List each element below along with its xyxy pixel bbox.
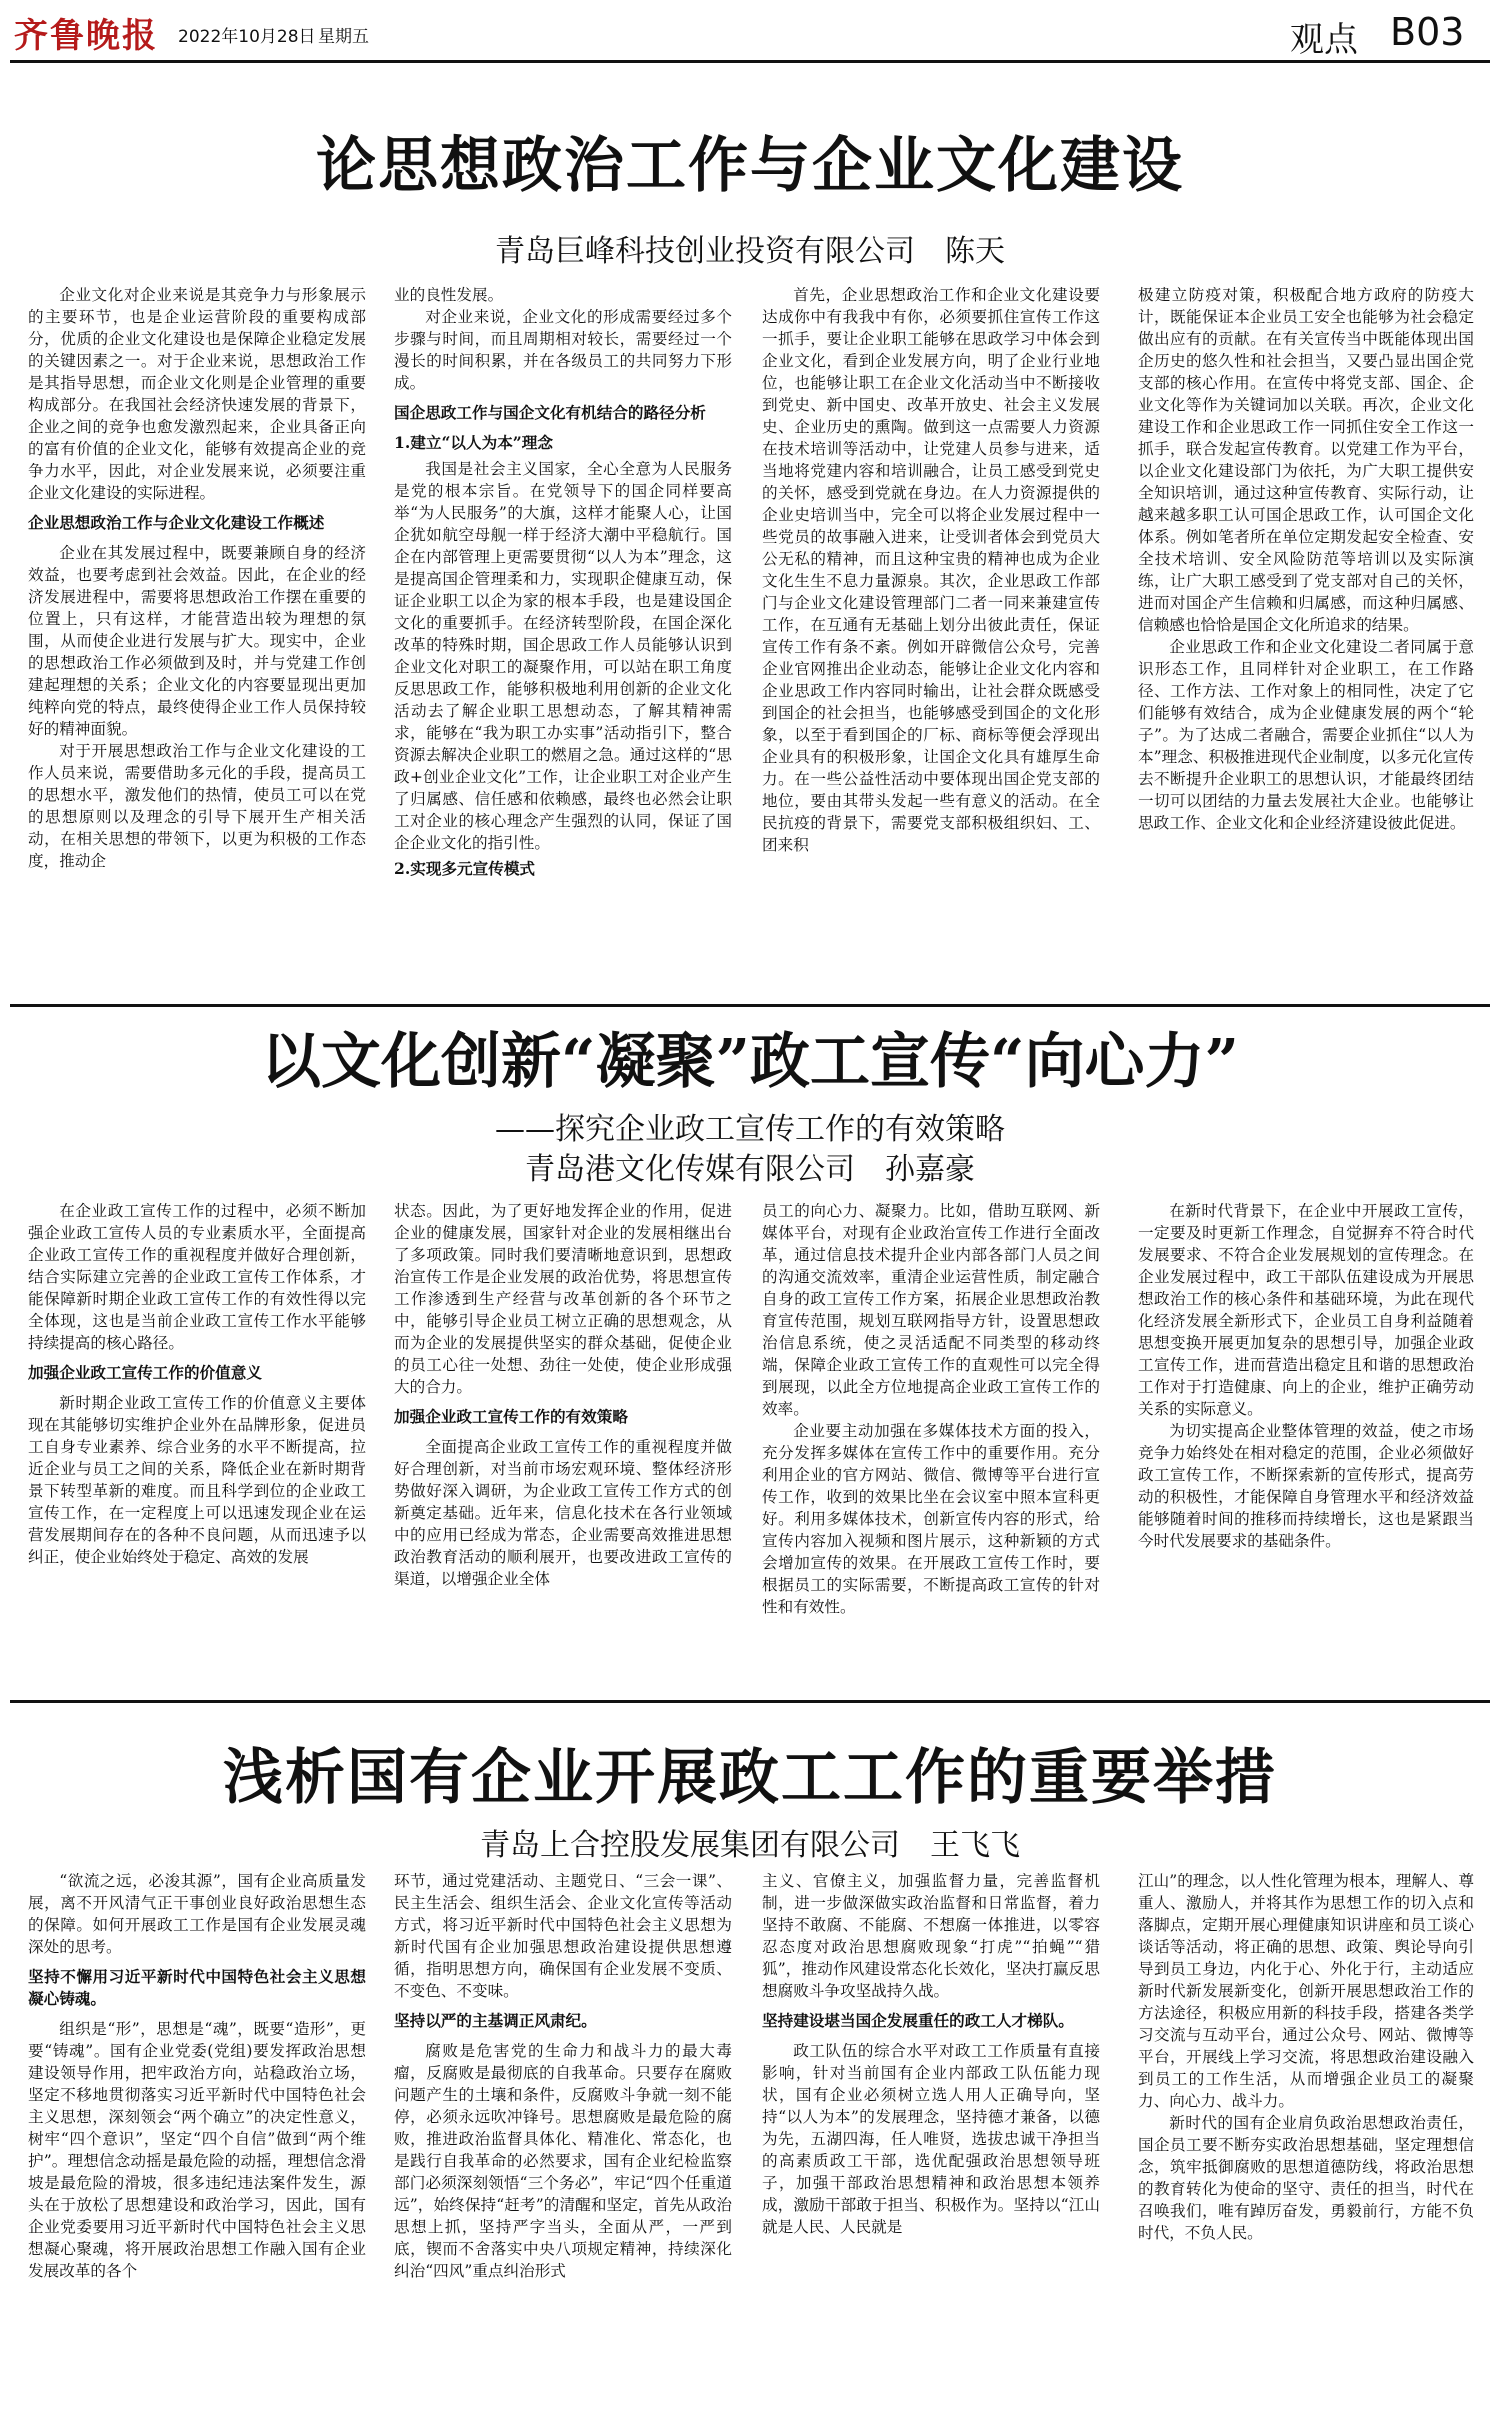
article1-column-2 xyxy=(394,284,732,984)
article2-title: 以文化创新“凝聚”政工宣传“向心力” xyxy=(260,1027,1240,1097)
article2-column-1 xyxy=(28,1200,366,1680)
body-paragraph: 企业在其发展过程中，既要兼顾自身的经济效益，也要考虑到社会效益。因此，在企业的经济发展进程中，需要将思想政治工作摆在重要的位置上，只有这样，才能营造出较为理想的氛围，从而使企业进行发展与扩大。现实中，企业的思想政治工作必须做到及时，并与党建工作创建起理想的关系；企业文化的内容要显现出更加纯粹向党的特点，最终使得企业工作人员保持较好的精神面貌。 xyxy=(28,544,366,738)
body-paragraph: 环节，通过党建活动、主题党日、“三会一课”、民主生活会、组织生活会、企业文化宣传等活动方式，将习近平新时代中国特色社会主义思想为新时代国有企业加强思想政治建设提供思想遵循，指明思想方向，确保国有企业发展不变质、不变色、不变味。 xyxy=(394,1872,732,2000)
article3-column-2 xyxy=(394,1870,732,2400)
article2-column-2 xyxy=(394,1200,732,1680)
body-paragraph: 在新时代背景下，在企业中开展政工宣传，一定要及时更新工作理念，自觉摒弃不符合时代发展要求、不符合企业发展规划的宣传理念。在企业发展过程中，政工干部队伍建设成为开展思想政治工作的核心条件和基础环境，为此在现代化经济发展全新形式下，企业员工自身利益随着思想变换开展更加复杂的思想引导，加强企业政工宣传工作，进而营造出稳定且和谐的思想政治工作对于打造健康、向上的企业，维护正确劳动关系的实际意义。 xyxy=(1138,1202,1474,1418)
body-paragraph: 在企业政工宣传工作的过程中，必须不断加强企业政工宣传人员的专业素质水平，全面提高企业政工宣传工作的重视程度并做好合理创新，结合实际建立完善的企业政工宣传工作体系，才能保障新时期企业政工宣传工作的有效性得以完全体现，这也是当前企业政工宣传工作水平能够持续提高的核心路径。 xyxy=(28,1202,366,1352)
body-paragraph: 企业要主动加强在多媒体技术方面的投入，充分发挥多媒体在宣传工作中的重要作用。充分利用企业的官方网站、微信、微博等平台进行宣传工作，收到的效果比坐在会议室中照本宣科更好。利用多媒体技术，创新宣传内容的形式，给宣传内容加入视频和图片展示，这种新颖的方式会增加宣传的效果。在开展政工宣传工作时，要根据员工的实际需要，不断提高政工宣传的针对性和有效性。 xyxy=(762,1422,1100,1616)
section-heading: 坚持建设堪当国企发展重任的政工人才梯队。 xyxy=(762,2012,1074,2030)
body-paragraph: 首先，企业思想政治工作和企业文化建设要达成你中有我我中有你，必须要抓住宣传工作这一抓手，要让企业职工能够在思政学习中体会到企业文化，看到企业发展方向，明了企业行业地位，也能够让职工在企业文化活动当中不断接收到党史、新中国史、改革开放史、社会主义发展史、企业历史的熏陶。做到这一点需要人力资源在技术培训等活动中，让党建人员参与进来，适当地将党建内容和培训融合，让员工感受到党史的关怀，感受到党就在身边。在人力资源提供的企业史培训当中，完全可以将企业发展过程中一些党员的故事融入进来，让受训者体会到党员大公无私的精神，而且这种宝贵的精神也成为企业文化生生不息力量源泉。其次，企业思政工作部门与企业文化建设管理部门二者一同来兼建宣传工作，在互通有无基础上划分出彼此责任，保证宣传工作有条不紊。例如开辟微信公众号，完善企业官网推出企业动态，能够让企业文化内容和企业思政工作内容同时输出，让社会群众既感受到国企的社会担当，也能够感受到国企的文化形象，以至于看到国企的厂标、商标等便会浮现出企业具有的积极形象，让国企文化具有雄厚生命力。在一些公益性活动中要体现出国企党支部的地位，要由其带头发起一些有意义的活动。在全民抗疫的背景下，需要党支部积极组织妇、工、团来积 xyxy=(762,286,1100,854)
issue-date: 2022年10月28日 xyxy=(178,27,316,47)
body-paragraph: 企业文化对企业来说是其竞争力与形象展示的主要环节，也是企业运营阶段的重要构成部分，优质的企业文化建设也是保障企业稳定发展的关键因素之一。对于企业来说，思想政治工作是其指导思想，而企业文化则是企业管理的重要构成部分。在我国社会经济快速发展的背景下，企业之间的竞争也愈发激烈起来，企业具备正向的富有价值的企业文化，能够有效提高企业的竞争力水平，因此，对企业发展来说，必须要注重企业文化建设的实际进程。 xyxy=(28,286,366,502)
body-paragraph: 我国是社会主义国家，全心全意为人民服务是党的根本宗旨。在党领导下的国企同样要高举“为人民服务”的大旗，这样才能聚人心，让国企犹如航空母舰一样于经济大潮中平稳航行。国企在内部管理上更需要贯彻“以人为本”理念，这是提高国企管理柔和力，实现职企健康互动，保证企业职工以企为家的根本手段，也是建设国企文化的重要抓手。在经济转型阶段，在国企深化改革的特殊时期，国企思政工作人员能够认识到企业文化对职工的凝聚作用，可以站在职工角度反思思政工作，能够积极地利用创新的企业文化活动去了解企业职工思想动态，了解其精神需求，能够在“我为职工办实事”活动指引下，整合资源去解决企业职工的燃眉之急。通过这样的“思政+创业企业文化”工作，让企业职工对企业产生了归属感、信任感和依赖感，最终也必然会让职工对企业的核心理念产生强烈的认同，保证了国企企业文化的指引性。 xyxy=(394,460,732,852)
article2-byline: 青岛港文化传媒有限公司 孙嘉豪 xyxy=(525,1152,975,1187)
article-divider xyxy=(10,1700,1490,1703)
page-number: B03 xyxy=(1390,10,1465,54)
body-paragraph: 状态。因此，为了更好地发挥企业的作用，促进企业的健康发展，国家针对企业的发展相继出台了多项政策。同时我们要清晰地意识到，思想政治宣传工作是企业发展的政治优势，将思想宣传工作渗透到生产经营与改革创新的各个环节之中，能够引导企业员工树立正确的思想观念，从而为企业的发展提供坚实的群众基础，促使企业的员工心往一处想、劲往一处使，使企业形成强大的合力。 xyxy=(394,1202,732,1396)
subsection-heading: 2.实现多元宣传模式 xyxy=(394,859,536,878)
article3-column-3 xyxy=(762,1870,1100,2400)
article3-byline: 青岛上合控股发展集团有限公司 王飞飞 xyxy=(480,1828,1020,1863)
body-paragraph: 业的良性发展。 xyxy=(394,286,504,304)
section-heading: 加强企业政工宣传工作的价值意义 xyxy=(28,1364,262,1382)
article2-column-4 xyxy=(1138,1200,1474,1680)
body-paragraph: “欲流之远，必浚其源”，国有企业高质量发展，离不开风清气正干事创业良好政治思想生态的保障。如何开展政工工作是国有企业发展灵魂深处的思考。 xyxy=(28,1872,366,1956)
article3-column-4 xyxy=(1138,1870,1474,2400)
body-paragraph: 政工队伍的综合水平对政工工作质量有直接影响，针对当前国有企业内部政工队伍能力现状，国有企业必须树立选人用人正确导向，坚持“以人为本”的发展理念，坚持德才兼备，以德为先，五湖四海，任人唯贤，选拔忠诚干净担当的高素质政工干部，选优配强政治思想领导班子，加强干部政治思想精神和政治思想本领养成，激励干部敢于担当、积极作为。坚持以“江山就是人民、人民就是 xyxy=(762,2042,1100,2236)
newspaper-logo: 齐鲁晚报 xyxy=(14,16,158,56)
body-paragraph: 新时代的国有企业肩负政治思想政治责任，国企员工要不断夯实政治思想基础，坚定理想信念，筑牢抵御腐败的思想道德防线，将政治思想的教育转化为使命的坚守、责任的担当，时代在召唤我们，唯有踔厉奋发，勇毅前行，方能不负时代，不负人民。 xyxy=(1138,2114,1474,2242)
body-paragraph: 组织是“形”，思想是“魂”，既要“造形”，更要“铸魂”。国有企业党委(党组)要发挥政治思想建设领导作用，把牢政治方向，站稳政治立场，坚定不移地贯彻落实习近平新时代中国特色社会主义思想，深刻领会“两个确立”的决定性意义，树牢“四个意识”，坚定“四个自信”做到“两个维护”。理想信念动摇是最危险的动摇，理想信念滑坡是最危险的滑坡，很多违纪违法案件发生，源头在于放松了思想建设和政治学习，因此，国有企业党委要用习近平新时代中国特色社会主义思想凝心聚魂，将开展政治思想工作融入国有企业发展改革的各个 xyxy=(28,2020,366,2280)
body-paragraph: 主义、官僚主义，加强监督力量，完善监督机制，进一步做深做实政治监督和日常监督，着力坚持不敢腐、不能腐、不想腐一体推进，以零容忍态度对政治思想腐败现象“打虎”“拍蝇”“猎狐”，推动作风建设常态化长效化，坚决打赢反思想腐败斗争攻坚战持久战。 xyxy=(762,1872,1100,2000)
section-heading: 国企思政工作与国企文化有机结合的路径分析 xyxy=(394,404,706,422)
article3-title: 浅析国有企业开展政工工作的重要举措 xyxy=(223,1743,1277,1813)
body-paragraph: 新时期企业政工宣传工作的价值意义主要体现在其能够切实维护企业外在品牌形象，促进员工自身专业素养、综合业务的水平不断提高，拉近企业与员工之间的关系，降低企业在新时期背景下转型革新的难度。而且科学到位的企业政工宣传工作，在一定程度上可以迅速发现企业在运营发展期间存在的各种不良问题，从而迅速予以纠正，使企业始终处于稳定、高效的发展 xyxy=(28,1394,366,1566)
section-name: 观点 xyxy=(1290,20,1358,60)
body-paragraph: 腐败是危害党的生命力和战斗力的最大毒瘤，反腐败是最彻底的自我革命。只要存在腐败问题产生的土壤和条件，反腐败斗争就一刻不能停，必须永远吹冲锋号。思想腐败是最危险的腐败，推进政治监督具体化、精准化、常态化，也是践行自我革命的必然要求，国有企业纪检监察部门必须深刻领悟“三个务必”，牢记“四个任重道远”，始终保持“赶考”的清醒和坚定，首先从政治思想上抓，坚持严字当头，全面从严，一严到底，锲而不舍落实中央八项规定精神，持续深化纠治“四风”重点纠治形式 xyxy=(394,2042,732,2280)
masthead-rule xyxy=(10,60,1490,63)
section-heading: 企业思想政治工作与企业文化建设工作概述 xyxy=(28,514,325,532)
section-heading: 加强企业政工宣传工作的有效策略 xyxy=(394,1408,628,1426)
article1-column-4 xyxy=(1138,284,1474,984)
body-paragraph: 对企业来说，企业文化的形成需要经过多个步骤与时间，而且周期相对较长，需要经过一个漫长的时间积累，并在各级员工的共同努力下形成。 xyxy=(394,308,732,392)
article2-subtitle: ——探究企业政工宣传工作的有效策略 xyxy=(495,1112,1005,1147)
body-paragraph: 企业思政工作和企业文化建设二者同属于意识形态工作，且同样针对企业职工，在工作路径、工作方法、工作对象上的相同性，决定了它们能够有效结合，成为企业健康发展的两个“轮子”。为了达成二者融合，需要企业抓住“以人为本”理念、积极推进现代企业制度，以多元化宣传去不断提升企业职工的思想认识，才能最终团结一切可以团结的力量去发展社大企业。也能够让思政工作、企业文化和企业经济建设彼此促进。 xyxy=(1138,638,1474,832)
article1-column-3 xyxy=(762,284,1100,984)
issue-weekday: 星期五 xyxy=(318,27,369,47)
body-paragraph: 极建立防疫对策，积极配合地方政府的防疫大计，既能保证本企业员工安全也能够为社会稳定做出应有的贡献。在有关宣传当中既能体现出国企历史的悠久性和社会担当，又要凸显出国企党支部的核心作用。在宣传中将党支部、国企、企业文化等作为关键词加以关联。再次，企业文化建设工作和企业思政工作一同抓住安全工作这一抓手，联合发起宣传教育。以党建工作为平台，以企业文化建设部门为依托，为广大职工提供安全知识培训，通过这种宣传教育、实际行动，让越来越多职工认可国企思政工作，认可国企文化体系。例如笔者所在单位定期发起安全检查、安全技术培训、安全风险防范等培训以及实际演练，让广大职工感受到了党支部对自己的关怀，进而对国企产生信赖和归属感，而这种归属感、信赖感也恰恰是国企文化所追求的结果。 xyxy=(1138,286,1474,634)
article1-byline: 青岛巨峰科技创业投资有限公司 陈天 xyxy=(495,234,1005,269)
section-heading: 坚持不懈用习近平新时代中国特色社会主义思想凝心铸魂。 xyxy=(28,1968,366,2008)
subsection-heading: 1.建立“以人为本”理念 xyxy=(394,433,553,452)
body-paragraph: 江山”的理念，以人性化管理为根本，理解人、尊重人、激励人，并将其作为思想工作的切入点和落脚点，定期开展心理健康知识讲座和员工谈心谈话等活动，将正确的思想、政策、舆论导向引导到员工身边，内化于心、外化于行，主动适应新时代新发展新变化，创新开展思想政治工作的方法途径，积极应用新的科技手段，搭建各类学习交流与互动平台，通过公众号、网站、微博等平台，开展线上学习交流，将思想政治建设融入到员工的工作生活，从而增强企业员工的凝聚力、向心力、战斗力。 xyxy=(1138,1872,1474,2110)
article2-column-3 xyxy=(762,1200,1100,1680)
article1-title: 论思想政治工作与企业文化建设 xyxy=(316,131,1184,201)
body-paragraph: 对于开展思想政治工作与企业文化建设的工作人员来说，需要借助多元化的手段，提高员工的思想水平，激发他们的热情，使员工可以在党的思想原则以及理念的引导下展开生产相关活动，在相关思想的带领下，以更为积极的工作态度，推动企 xyxy=(28,742,366,870)
section-heading: 坚持以严的主基调正风肃纪。 xyxy=(394,2012,597,2030)
body-paragraph: 为切实提高企业整体管理的效益，使之市场竞争力始终处在相对稳定的范围，企业必须做好政工宣传工作，不断探索新的宣传形式，提高劳动的积极性，才能保障自身管理水平和经济效益能够随着时间的推移而持续增长，这也是紧跟当今时代发展要求的基础条件。 xyxy=(1138,1422,1474,1550)
body-paragraph: 员工的向心力、凝聚力。比如，借助互联网、新媒体平台，对现有企业政治宣传工作进行全面改革，通过信息技术提升企业内部各部门人员之间的沟通交流效率，重清企业运营性质，制定融合自身的政工宣传工作方案，拓展企业思想政治教育宣传范围，规划互联网指导方针，设置思想政治信息系统，使之灵活适配不同类型的移动终端，保障企业政工宣传工作的直观性可以完全得到展现，以此全方位地提高企业政工宣传工作的效率。 xyxy=(762,1202,1100,1418)
body-paragraph: 全面提高企业政工宣传工作的重视程度并做好合理创新，对当前市场宏观环境、整体经济形势做好深入调研，为企业政工宣传工作方式的创新奠定基础。近年来，信息化技术在各行业领域中的应用已经成为常态，企业需要高效推进思想政治教育活动的顺利展开，也要改进政工宣传的渠道，以增强企业全体 xyxy=(394,1438,732,1588)
article-divider xyxy=(10,1004,1490,1007)
article3-column-1 xyxy=(28,1870,366,2400)
article1-column-1 xyxy=(28,284,366,984)
